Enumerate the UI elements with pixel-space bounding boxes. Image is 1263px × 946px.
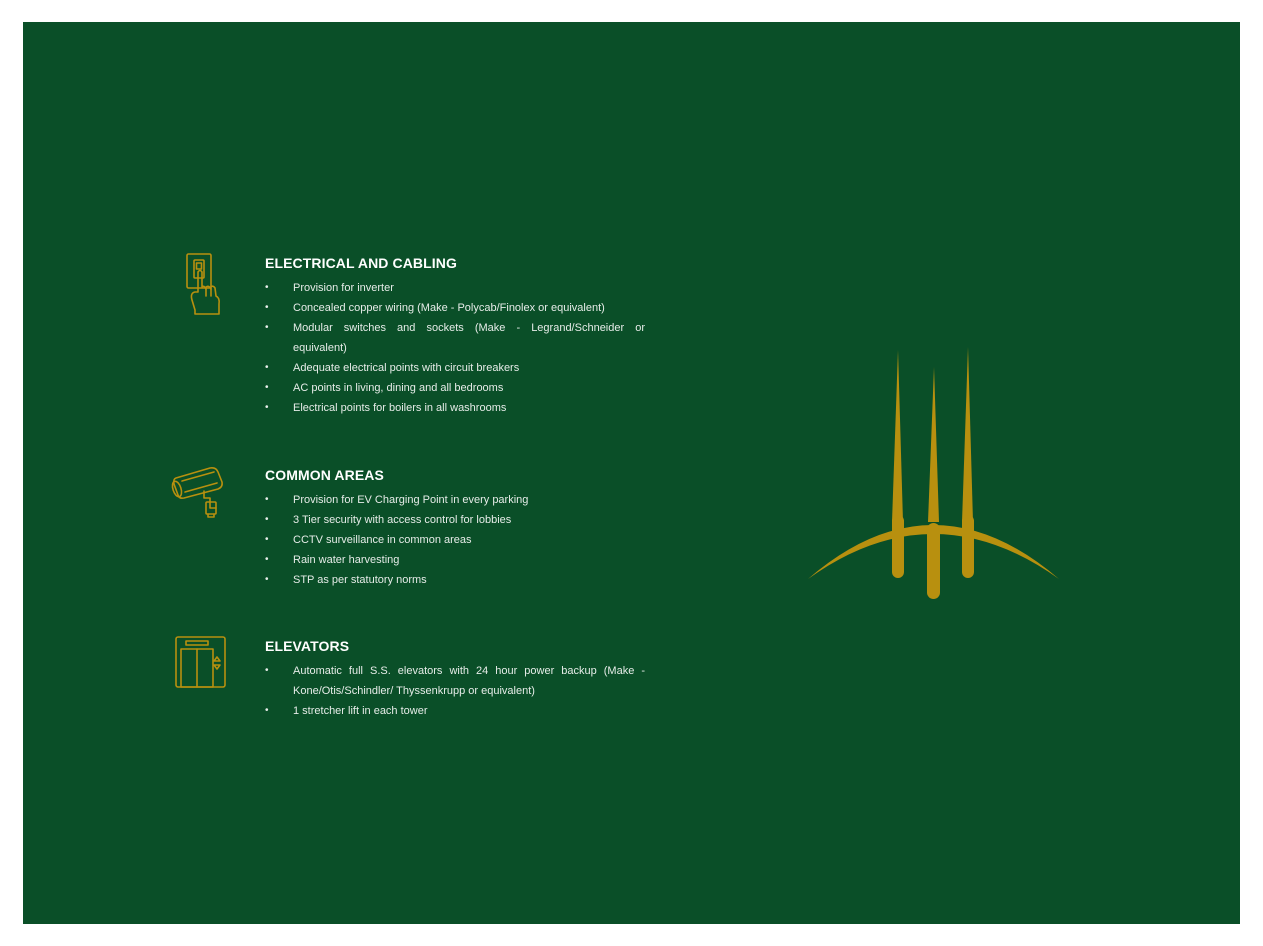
- list-item: • CCTV surveillance in common areas: [265, 530, 645, 550]
- item-list: [265, 661, 645, 721]
- section-title: ELECTRICAL AND CABLING: [265, 255, 457, 271]
- list-item: • Modular switches and sockets (Make - Legrand/Schneider or equivalent): [265, 318, 645, 358]
- section-common-areas: [265, 466, 645, 590]
- section-title: ELEVATORS: [265, 638, 350, 654]
- list-item: • 3 Tier security with access control for lobbies: [265, 510, 645, 530]
- cctv-camera-icon: [170, 464, 228, 525]
- list-item: • Adequate electrical points with circuit breakers: [265, 358, 645, 378]
- list-item: • Electrical points for boilers in all washrooms: [265, 398, 645, 418]
- section-elevators: [265, 637, 645, 721]
- section-title: COMMON AREAS: [265, 467, 384, 483]
- list-item: • Automatic full S.S. elevators with 24 hour power backup (Make - Kone/Otis/Schindler/ Thyssenkrupp or equivalent): [265, 661, 645, 701]
- item-list: [265, 278, 645, 418]
- elevator-icon: [174, 635, 228, 694]
- list-item: • STP as per statutory norms: [265, 570, 645, 590]
- item-list: [265, 490, 645, 590]
- brand-logo-icon: [805, 345, 1061, 606]
- list-item: • Concealed copper wiring (Make - Polycab/Finolex or equivalent): [265, 298, 645, 318]
- list-item: • Provision for EV Charging Point in every parking: [265, 490, 645, 510]
- switch-hand-icon: [183, 252, 225, 323]
- section-electrical: [265, 254, 645, 418]
- list-item: • AC points in living, dining and all bedrooms: [265, 378, 645, 398]
- list-item: • Rain water harvesting: [265, 550, 645, 570]
- list-item: • 1 stretcher lift in each tower: [265, 701, 645, 721]
- list-item: • Provision for inverter: [265, 278, 645, 298]
